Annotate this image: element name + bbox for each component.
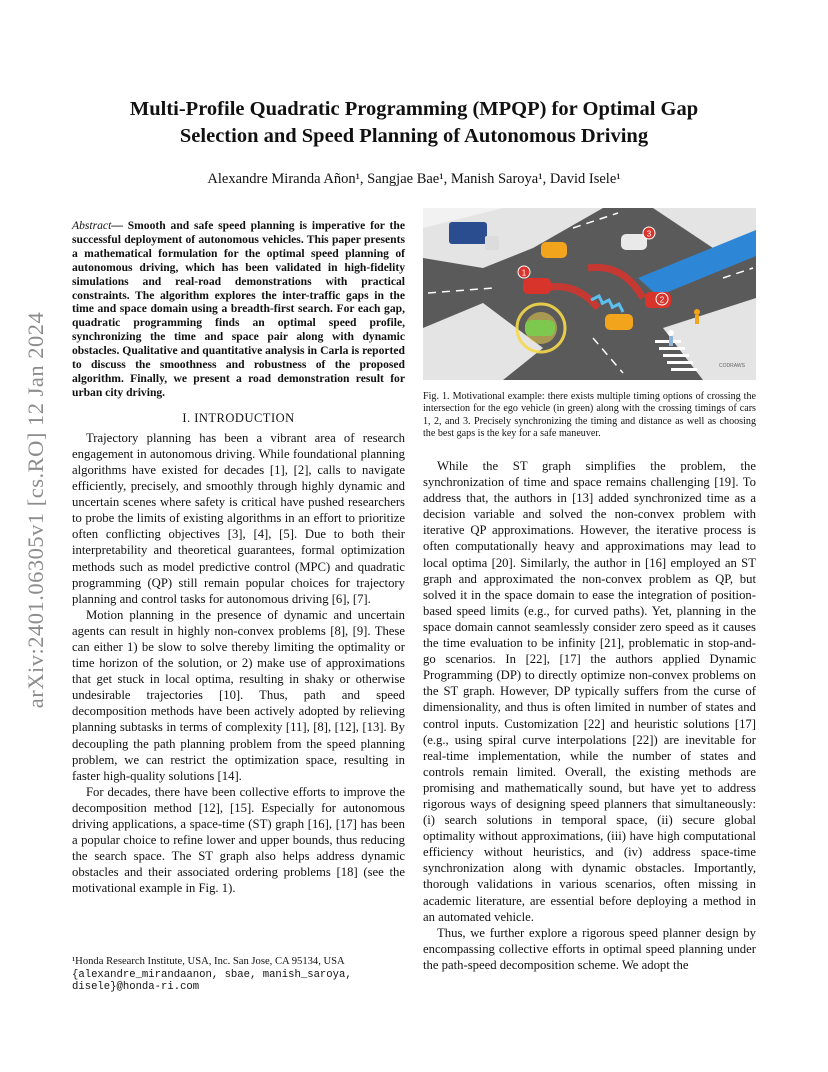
intro-paragraph-3: For decades, there have been collective efforts to improve the decomposition method [12], [15]. Especially for autonomous driving applications, a space-time (ST) graph [16], [17] has been a popular choice to refine lower and upper bounds, thus reducing the search space. The ST graph also helps address dynamic obstacles and their associated ordering problems [18] (see the motivational example in Fig. 1).: [72, 784, 405, 896]
right-paragraph-1: While the ST graph simplifies the problem, the synchronization of time and space remains challenging [19]. To address that, the authors in [13] added synchronized time as a decision variable and solved the non-convex problem with iterative QP approximations. However, the iterative process is often computationally heavy and approximations may lead to local optima [20]. Similarly, the author in [16] employed an ST graph and approximated the non-convex problem as QP, but solved it in the space domain to ease the integration of position-based speed limits (e.g., for curved paths). Yet, planning in the space domain cannot seamlessly consider zero speed as it causes the time evaluation to be infinity [21], problematic in stop-and-go scenarios. In [22], [17] the authors applied Dynamic Programming (DP) to directly optimize non-convex problems on the ST graph. However, DP typically suffers from the curse of dimensionality, and thus is often limited in number of states and control inputs. Customization [22] and heuristic solutions [17] (e.g., using spiral curve interpolations [22]) are inevitable for real-time implementation, while the number of states and controls remain limited. Overall, the existing methods are promising and mathematically sound, but have yet to address rigorous ways of designing speed planners that simultaneously: (i) search solutions in temporal space, (ii) secure global optimality without approximations, (iii) have high computational efficiency without heuristics, and (iv) address space-time synchronization along with dynamic obstacles. Importantly, thorough validations in various scenarios, often missing in academic literature, are essential before deploying a method in an automated vehicle.: [423, 459, 756, 924]
marker-1-label: 1: [521, 268, 527, 278]
figure-watermark: CODRAWS: [719, 363, 745, 369]
abstract: [72, 219, 405, 400]
car-3: [621, 234, 647, 250]
intro-paragraph-1: Trajectory planning has been a vibrant area of research engagement in autonomous driving. While foundational planning algorithms have existed for decades [1], [2], calls to navigate efficiently, precisely, and smoothly through highly dynamic and uncertain scenes where safety is critical have pushed researchers to probe the limits of existing algorithms in an effort to prioritize often conflicting objectives [3], [4], [5]. Due to both their interpretability and theoretical guarantees, formal optimization methods such as model predictive control (MPC) and quadratic programming (QP) still remain popular choices for trajectory planning and control tasks for autonomous driving [6], [7].: [72, 430, 405, 606]
ego-vehicle: [525, 320, 555, 336]
marker-3-label: 3: [646, 229, 652, 239]
footnote: [72, 956, 407, 994]
car-1: [523, 278, 551, 294]
abstract-text: — Smooth and safe speed planning is imperative for the successful deployment of autonomous vehicles. This paper presents a mathematical formulation for the optimal speed planning of autonomous driving, which has been validated in high-fidelity simulations and real-road demonstrations with practical constraints. The algorithm explores the inter-traffic gaps in the time and space domain using a breadth-first search. For each gap, quadratic programming finds an optimal speed profile, synchronizing the time and space pair along with dynamic obstacles. Qualitative and quantitative analysis in Carla is reported to discuss the smoothness and robustness of the proposed algorithm. Finally, we present a road demonstration result for urban city driving.: [72, 219, 405, 399]
car-orange-bottom: [605, 314, 633, 330]
intersection-scene: [423, 208, 756, 380]
introduction-body: [72, 430, 405, 897]
marker-2-label: 2: [659, 295, 665, 305]
right-paragraph-2: Thus, we further explore a rigorous speed planner design by encompassing collective efforts in optimal speed planning under the path-speed decomposition scheme. We adopt the: [423, 925, 756, 972]
figure-1-caption: Fig. 1. Motivational example: there exists multiple timing options of crossing the intersection for the ego vehicle (in green) along with the crossing timings of cars 1, 2, and 3. Precisely synchronizing the timing and distance as well as choosing the best gaps is the key for a safe maneuver.: [423, 391, 756, 440]
left-column: [72, 219, 405, 897]
arxiv-side-label: [16, 290, 56, 730]
section-heading-introduction: I. INTRODUCTION: [182, 410, 295, 425]
marker-2: [656, 293, 668, 305]
paper-title: Multi-Profile Quadratic Programming (MPQP) for Optimal Gap Selection and Speed Planning of Autonomous Driving: [129, 98, 699, 147]
arxiv-identifier: arXiv:2401.06305v1 [cs.RO] 12 Jan 2024: [23, 311, 48, 709]
abstract-label: Abstract: [72, 219, 112, 232]
car-orange-top: [541, 242, 567, 258]
figure-1-illustration: [423, 208, 756, 380]
footnote-emails: {alexandre_mirandaanon, sbae, manish_saroya, disele}@honda-ri.com: [72, 968, 352, 994]
truck: [449, 222, 487, 244]
right-column: [423, 458, 756, 973]
author-list: Alexandre Miranda Añon¹, Sangjae Bae¹, Manish Saroya¹, David Isele¹: [207, 171, 621, 187]
marker-3: [643, 227, 655, 239]
footnote-affiliation: ¹Honda Research Institute, USA, Inc. San Jose, CA 95134, USA: [72, 956, 345, 967]
marker-1: [518, 266, 530, 278]
intro-paragraph-2: Motion planning in the presence of dynamic and uncertain agents can result in highly non-convex problems [8], [9]. These can either 1) be slow to solve thereby limiting the optimality or time horizon of the solution, or 2) make use of approximations that get stuck in local optima, resulting in shaky or otherwise undesirable trajectories [10]. Thus, path and speed decomposition methods have been actively adopted by relieving planning subtasks in terms of complexity [11], [8], [12], [13]. By decoupling the path planning problem from the speed planning problem, we can restrict the optimization space, resulting in faster high-quality solutions [14].: [72, 607, 405, 783]
